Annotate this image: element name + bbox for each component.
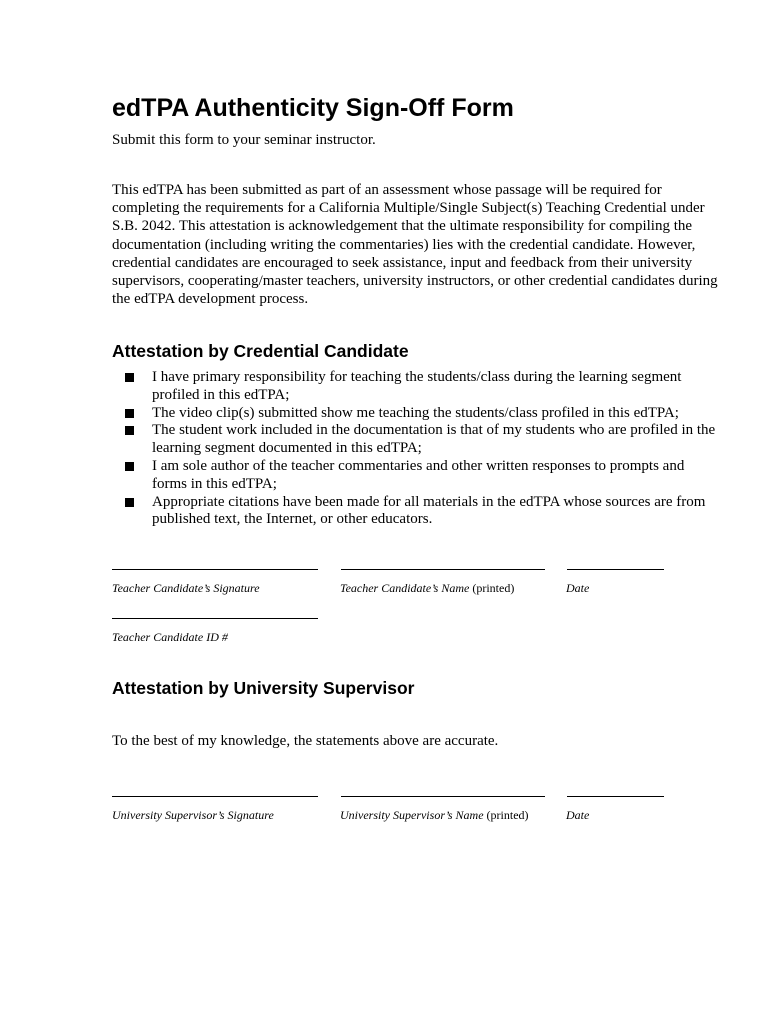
page-title: edTPA Authenticity Sign-Off Form — [112, 94, 514, 122]
supervisor-date-label: Date — [566, 808, 590, 822]
candidate-name-line[interactable] — [341, 569, 545, 570]
supervisor-statement: To the best of my knowledge, the statements above are accurate. — [112, 733, 499, 749]
candidate-date-line[interactable] — [567, 569, 664, 570]
candidate-id-line[interactable] — [112, 618, 318, 619]
candidate-name-label — [340, 581, 514, 595]
list-item — [112, 494, 722, 530]
square-bullet-icon — [125, 498, 134, 507]
candidate-name-label-suffix: (printed) — [472, 581, 515, 595]
list-item-text: The video clip(s) submitted show me teaching the students/class profiled in this edTPA; — [152, 404, 679, 421]
page-subtitle: Submit this form to your seminar instructor. — [112, 132, 376, 148]
supervisor-name-label — [340, 808, 529, 822]
supervisor-date-line[interactable] — [567, 796, 664, 797]
supervisor-name-label-text: University Supervisor’s Name — [340, 808, 484, 822]
supervisor-signature-label: University Supervisor’s Signature — [112, 808, 274, 822]
list-item — [112, 422, 722, 458]
square-bullet-icon — [125, 426, 134, 435]
supervisor-signature-line[interactable] — [112, 796, 318, 797]
square-bullet-icon — [125, 373, 134, 382]
supervisor-section-heading: Attestation by University Supervisor — [112, 678, 415, 698]
supervisor-name-line[interactable] — [341, 796, 545, 797]
candidate-id-label: Teacher Candidate ID # — [112, 630, 228, 644]
list-item — [112, 369, 722, 405]
supervisor-name-label-suffix: (printed) — [486, 808, 529, 822]
candidate-section-heading: Attestation by Credential Candidate — [112, 341, 409, 361]
candidate-signature-line[interactable] — [112, 569, 318, 570]
square-bullet-icon — [125, 462, 134, 471]
list-item-text: Appropriate citations have been made for all materials in the edTPA whose sources are from published text, the Internet, or other educators. — [152, 493, 706, 528]
square-bullet-icon — [125, 409, 134, 418]
intro-paragraph: This edTPA has been submitted as part of an assessment whose passage will be required for completing the requirements for a California Multiple/Single Subject(s) Teaching Credential under S.B. 2042. This attestation is acknowledgement that the ultimate responsibility for compiling the documentation (including writing the commentaries) lies with the credential candidate. However, credential candidates are encouraged to seek assistance, input and feedback from their university supervisors, cooperating/master teachers, university instructors, or other credential candidates during the edTPA development process. — [112, 182, 718, 308]
candidate-signature-label: Teacher Candidate’s Signature — [112, 581, 260, 595]
candidate-name-label-text: Teacher Candidate’s Name — [340, 581, 470, 595]
attestation-list — [112, 369, 722, 529]
list-item — [112, 405, 722, 423]
candidate-date-label: Date — [566, 581, 590, 595]
list-item — [112, 458, 722, 494]
list-item-text: I have primary responsibility for teaching the students/class during the learning segment profiled in this edTPA; — [152, 369, 682, 403]
list-item-text: I am sole author of the teacher commentaries and other written responses to prompts and forms in this edTPA; — [152, 457, 685, 492]
list-item-text: The student work included in the documentation is that of my students who are profiled in the learning segment documented in this edTPA; — [152, 422, 716, 457]
